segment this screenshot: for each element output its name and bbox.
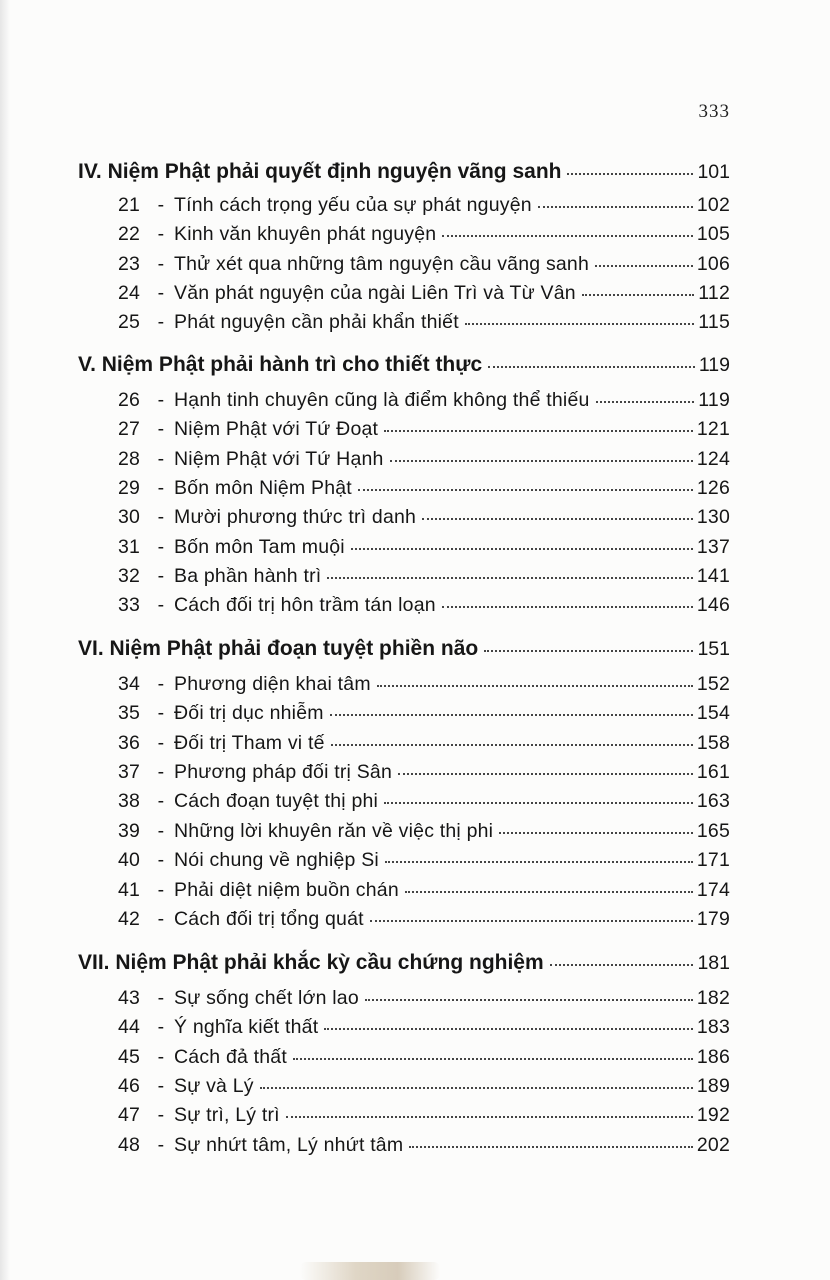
entry-number: 31 [118, 536, 141, 558]
toc-entry [118, 732, 730, 755]
toc-entry [118, 594, 730, 617]
entry-separator: - [157, 448, 165, 470]
toc-entry [118, 253, 730, 276]
entry-page-number: 202 [696, 1134, 730, 1156]
entry-number: 37 [118, 761, 141, 783]
entry-page-number: 112 [698, 282, 730, 304]
entry-page-number: 141 [696, 565, 730, 587]
entry-title: Sự trì, Lý trì [174, 1104, 280, 1126]
entry-number: 30 [118, 506, 141, 528]
entry-separator: - [157, 673, 165, 695]
entry-page-number: 121 [696, 418, 730, 440]
entry-separator: - [157, 987, 165, 1009]
toc-entry [118, 673, 730, 696]
entry-title: Nói chung về nghiệp Si [174, 849, 379, 871]
entry-page-number: 137 [696, 536, 730, 558]
entry-number: 38 [118, 790, 141, 812]
entry-title: Cách đả thất [174, 1046, 287, 1068]
entry-number: 22 [118, 223, 141, 245]
entry-number: 33 [118, 594, 141, 616]
entry-page-number: 119 [698, 389, 730, 411]
entry-title: Tính cách trọng yếu của sự phát nguyện [174, 194, 532, 216]
entry-separator: - [157, 253, 165, 275]
dot-leader [384, 802, 693, 804]
entry-title: Văn phát nguyện của ngài Liên Trì và Từ Vân [174, 282, 576, 304]
entry-page-number: 126 [696, 477, 730, 499]
entry-number: 32 [118, 565, 141, 587]
toc-entry [118, 282, 730, 305]
section-page-number: 101 [697, 161, 730, 183]
dot-leader [327, 577, 692, 579]
entry-separator: - [157, 536, 165, 558]
toc-entry [118, 820, 730, 843]
entry-title: Hạnh tinh chuyên cũng là điểm không thể thiếu [174, 389, 590, 411]
toc-entry [118, 879, 730, 902]
entry-separator: - [157, 1075, 165, 1097]
entry-title: Niệm Phật với Tứ Đoạt [174, 418, 379, 440]
toc-entry [118, 311, 730, 334]
entry-page-number: 106 [696, 253, 730, 275]
entry-separator: - [157, 194, 165, 216]
entry-title: Cách đối trị hôn trầm tán loạn [174, 594, 436, 616]
entry-number: 35 [118, 702, 141, 724]
entry-title: Bốn môn Niệm Phật [174, 477, 352, 499]
toc-section-heading [78, 160, 730, 184]
page-number: 333 [698, 101, 730, 122]
dot-leader [499, 832, 693, 834]
entry-page-number: 130 [696, 506, 730, 528]
entry-number: 47 [118, 1104, 141, 1126]
entry-separator: - [157, 1134, 165, 1156]
dot-leader [370, 920, 693, 922]
toc-entry [118, 790, 730, 813]
entry-separator: - [157, 1104, 165, 1126]
toc-entry [118, 987, 730, 1010]
section-page-number: 181 [697, 952, 730, 974]
entry-separator: - [157, 1016, 165, 1038]
entry-page-number: 161 [696, 761, 730, 783]
dot-leader [351, 548, 693, 550]
entry-separator: - [157, 849, 165, 871]
entry-page-number: 179 [696, 908, 730, 930]
toc-entry [118, 1016, 730, 1039]
section-page-number: 119 [698, 354, 730, 376]
toc-entry [118, 702, 730, 725]
entry-separator: - [157, 732, 165, 754]
entry-title: Phát nguyện cần phải khẩn thiết [174, 311, 459, 333]
entry-number: 44 [118, 1016, 141, 1038]
toc-entry [118, 1075, 730, 1098]
dot-leader [405, 891, 693, 893]
entry-page-number: 152 [696, 673, 730, 695]
entry-title: Ý nghĩa kiết thất [174, 1016, 319, 1038]
dot-leader [330, 714, 693, 716]
entry-page-number: 105 [696, 223, 730, 245]
dot-leader [260, 1087, 693, 1089]
entry-separator: - [157, 565, 165, 587]
toc-entry [118, 477, 730, 500]
entry-separator: - [157, 908, 165, 930]
entry-separator: - [157, 879, 165, 901]
entry-separator: - [157, 1046, 165, 1068]
page-edge-shadow [0, 0, 10, 1280]
section-title: V. Niệm Phật phải hành trì cho thiết thực [78, 353, 483, 376]
entry-title: Ba phần hành trì [174, 565, 322, 587]
entry-page-number: 146 [696, 594, 730, 616]
dot-leader [377, 685, 693, 687]
entry-number: 28 [118, 448, 141, 470]
entry-title: Bốn môn Tam muội [174, 536, 345, 558]
entry-title: Phương diện khai tâm [174, 673, 371, 695]
dot-leader [324, 1028, 693, 1030]
toc-section-heading [78, 951, 730, 975]
toc-entry [118, 506, 730, 529]
entry-separator: - [157, 418, 165, 440]
entry-number: 39 [118, 820, 141, 842]
toc-entry [118, 1104, 730, 1127]
dot-leader [550, 964, 694, 966]
entry-title: Cách đoạn tuyệt thị phi [174, 790, 379, 812]
entry-page-number: 174 [696, 879, 730, 901]
dot-leader [484, 650, 693, 652]
entry-number: 25 [118, 311, 141, 333]
entry-title: Sự sống chết lớn lao [174, 987, 359, 1009]
toc-entry [118, 761, 730, 784]
entry-title: Sự nhứt tâm, Lý nhứt tâm [174, 1134, 404, 1156]
dot-leader [582, 294, 694, 296]
toc-entry [118, 1134, 730, 1157]
entry-number: 26 [118, 389, 141, 411]
dot-leader [293, 1058, 693, 1060]
dot-leader [595, 265, 693, 267]
entry-separator: - [157, 820, 165, 842]
entry-separator: - [157, 282, 165, 304]
entry-separator: - [157, 311, 165, 333]
entry-page-number: 186 [696, 1046, 730, 1068]
entry-page-number: 124 [696, 448, 730, 470]
entry-number: 42 [118, 908, 141, 930]
entry-page-number: 183 [696, 1016, 730, 1038]
entry-number: 36 [118, 732, 141, 754]
dot-leader [358, 489, 693, 491]
entry-page-number: 165 [696, 820, 730, 842]
toc-entry [118, 908, 730, 931]
entry-title: Đối trị dục nhiễm [174, 702, 324, 724]
entry-title: Phải diệt niệm buồn chán [174, 879, 399, 901]
section-title: VII. Niệm Phật phải khắc kỳ cầu chứng nghiệm [78, 951, 544, 974]
dot-leader [422, 518, 693, 520]
entry-separator: - [157, 477, 165, 499]
entry-page-number: 189 [696, 1075, 730, 1097]
entry-number: 45 [118, 1046, 141, 1068]
section-page-number: 151 [697, 638, 730, 660]
entry-separator: - [157, 594, 165, 616]
toc-entry [118, 194, 730, 217]
entry-title: Mười phương thức trì danh [174, 506, 417, 528]
entry-title: Phương pháp đối trị Sân [174, 761, 392, 783]
dot-leader [538, 206, 693, 208]
entry-page-number: 158 [696, 732, 730, 754]
entry-page-number: 154 [696, 702, 730, 724]
entry-separator: - [157, 506, 165, 528]
entry-page-number: 163 [696, 790, 730, 812]
entry-number: 34 [118, 673, 141, 695]
entry-page-number: 192 [696, 1104, 730, 1126]
toc-entry [118, 565, 730, 588]
dot-leader [384, 430, 693, 432]
entry-page-number: 171 [696, 849, 730, 871]
entry-separator: - [157, 389, 165, 411]
dot-leader [567, 173, 693, 175]
toc-entry [118, 536, 730, 559]
entry-title: Kinh văn khuyên phát nguyện [174, 223, 437, 245]
dot-leader [398, 773, 693, 775]
dot-leader [442, 235, 693, 237]
entry-number: 24 [118, 282, 141, 304]
entry-separator: - [157, 702, 165, 724]
toc-entry [118, 223, 730, 246]
dot-leader [365, 999, 693, 1001]
entry-page-number: 115 [698, 311, 730, 333]
dot-leader [596, 401, 695, 403]
entry-number: 46 [118, 1075, 141, 1097]
dot-leader [286, 1116, 693, 1118]
toc-entry [118, 448, 730, 471]
entry-number: 29 [118, 477, 141, 499]
dot-leader [385, 861, 693, 863]
toc-section-heading [78, 637, 730, 661]
dot-leader [465, 323, 694, 325]
entry-number: 27 [118, 418, 141, 440]
entry-title: Cách đối trị tổng quát [174, 908, 364, 930]
toc-entry [118, 1046, 730, 1069]
entry-title: Những lời khuyên răn về việc thị phi [174, 820, 494, 842]
dot-leader [488, 366, 695, 368]
entry-title: Sự và Lý [174, 1075, 254, 1097]
toc-section-heading [78, 353, 730, 377]
entry-title: Thử xét qua những tâm nguyện cầu vãng sanh [174, 253, 590, 275]
entry-page-number: 182 [696, 987, 730, 1009]
entry-title: Niệm Phật với Tứ Hạnh [174, 448, 384, 470]
entry-number: 48 [118, 1134, 141, 1156]
entry-number: 23 [118, 253, 141, 275]
section-title: IV. Niệm Phật phải quyết định nguyện vãng sanh [78, 160, 562, 183]
entry-separator: - [157, 761, 165, 783]
dot-leader [442, 606, 693, 608]
entry-number: 21 [118, 194, 141, 216]
dot-leader [331, 744, 693, 746]
toc-entry [118, 389, 730, 412]
entry-separator: - [157, 223, 165, 245]
entry-number: 41 [118, 879, 141, 901]
dot-leader [390, 460, 693, 462]
dot-leader [409, 1146, 693, 1148]
entry-title: Đối trị Tham vi tế [174, 732, 325, 754]
entry-separator: - [157, 790, 165, 812]
entry-page-number: 102 [696, 194, 730, 216]
entry-number: 43 [118, 987, 141, 1009]
toc-entry [118, 849, 730, 872]
entry-number: 40 [118, 849, 141, 871]
section-title: VI. Niệm Phật phải đoạn tuyệt phiền não [78, 637, 479, 660]
toc-entry [118, 418, 730, 441]
paper-stain [300, 1262, 440, 1280]
